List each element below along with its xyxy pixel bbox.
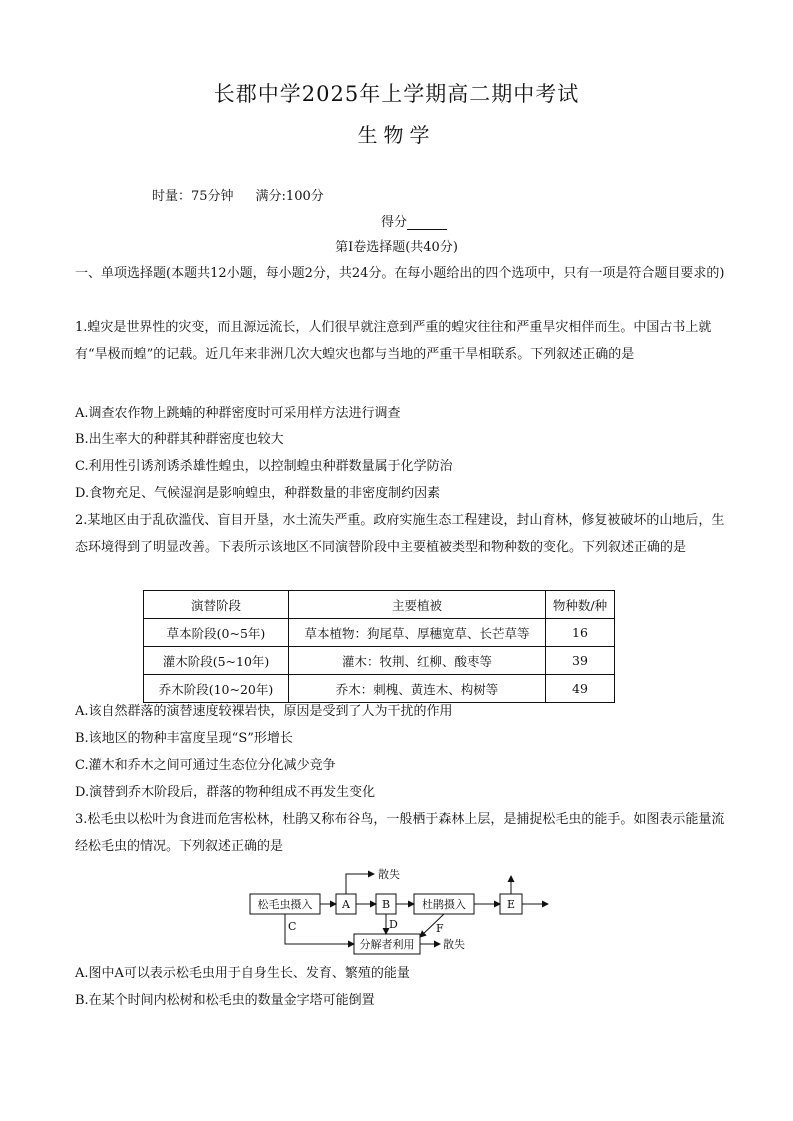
q1-option-b: B.出生率大的种群其种群密度也较大 bbox=[75, 432, 284, 447]
full-score: 满分:100分 bbox=[255, 189, 324, 204]
table-row bbox=[144, 619, 615, 647]
edge-label-c: C bbox=[288, 920, 297, 933]
node-a-label: A bbox=[342, 898, 350, 911]
q2-option-a: A.该自然群落的演替速度较裸岩快，原因是受到了人为干扰的作用 bbox=[75, 704, 453, 719]
q3-stem: 3.松毛虫以松叶为食进而危害松林，杜鹃又称布谷鸟，一般栖于森林上层，是捕捉松毛虫的能手。如图表示能量流经松毛虫的情况。下列叙述正确的是 bbox=[75, 812, 725, 854]
edge-label-d: D bbox=[389, 918, 398, 931]
score-label: 得分 bbox=[381, 215, 408, 230]
loss-label-2: 散失 bbox=[443, 938, 465, 951]
table-cell: 乔木阶段(10~20年) bbox=[144, 675, 289, 703]
q2-option-c: C.灌木和乔木之间可通过生态位分化减少竞争 bbox=[75, 758, 336, 773]
table-cell: 16 bbox=[546, 619, 615, 647]
q2-stem: 2.某地区由于乱砍滥伐、盲目开垦，水土流失严重。政府实施生态工程建设，封山育林，修复被破坏的山地后，生态环境得到了明显改善。下表所示该地区不同演替阶段中主要植被类型和物种数的变化。下列叙述正确的是 bbox=[75, 513, 725, 555]
q1-option-d: D.食物充足、气候湿润是影响蝗虫，种群数量的非密度制约因素 bbox=[75, 486, 441, 501]
table-cell: 乔木：刺槐、黄连木、构树等 bbox=[289, 675, 546, 703]
table-header-cell: 物种数/种 bbox=[546, 591, 615, 619]
loss-label-1: 散失 bbox=[378, 868, 400, 881]
table-cell: 草本阶段(0~5年) bbox=[144, 619, 289, 647]
node-cuckoo-label: 杜鹃摄入 bbox=[422, 898, 466, 911]
table-row bbox=[144, 675, 615, 703]
q3-option-a: A.图中A可以表示松毛虫用于自身生长、发育、繁殖的能量 bbox=[75, 966, 410, 981]
node-decomposer-label: 分解者利用 bbox=[359, 938, 415, 951]
succession-table bbox=[143, 590, 615, 703]
energy-flow-diagram bbox=[246, 862, 556, 957]
table-cell: 草本植物：狗尾草、厚穗宽草、长芒草等 bbox=[289, 619, 546, 647]
node-b-label: B bbox=[381, 898, 391, 911]
part1-instructions: 一、单项选择题(本题共12小题，每小题2分，共24分。在每小题给出的四个选项中，只有一项是符合题目要求的) bbox=[75, 266, 725, 281]
node-intake-label: 松毛虫摄入 bbox=[257, 898, 313, 911]
q3-option-b: B.在某个时间内松树和松毛虫的数量金字塔可能倒置 bbox=[75, 993, 375, 1008]
score-field bbox=[381, 211, 447, 230]
table-cell: 灌木阶段(5~10年) bbox=[144, 647, 289, 675]
q1-stem: 1.蝗灾是世界性的灾变，而且源远流长，人们很早就注意到严重的蝗灾往往和严重旱灾相伴而生。中国古书上就有“旱极而蝗”的记载。近几年来非洲几次大蝗灾也都与当地的严重干旱相联系。下列叙述正确的是 bbox=[75, 320, 712, 362]
q2-option-b: B.该地区的物种丰富度呈现“S”形增长 bbox=[75, 731, 293, 746]
q1-option-c: C.利用性引诱剂诱杀雄性蝗虫，以控制蝗虫种群数量属于化学防治 bbox=[75, 459, 453, 474]
q2-option-d: D.演替到乔木阶段后，群落的物种组成不再发生变化 bbox=[75, 785, 376, 800]
exam-meta bbox=[152, 185, 324, 204]
table-cell: 49 bbox=[546, 675, 615, 703]
table-cell: 灌木：牧荆、红柳、酸枣等 bbox=[289, 647, 546, 675]
table-row bbox=[144, 647, 615, 675]
section-heading: 第Ⅰ卷选择题(共40分) bbox=[335, 240, 458, 255]
exam-title: 长郡中学2025年上学期高二期中考试 bbox=[213, 82, 580, 106]
table-header-cell: 主要植被 bbox=[289, 591, 546, 619]
time-limit: 时量：75分钟 bbox=[152, 189, 234, 204]
table-header-row bbox=[144, 591, 615, 619]
edge-label-f: F bbox=[436, 922, 444, 935]
score-blank bbox=[407, 217, 447, 230]
table-cell: 39 bbox=[546, 647, 615, 675]
q1-option-a: A.调查农作物上跳蝻的种群密度时可采用样方法进行调查 bbox=[75, 406, 401, 421]
table-header-cell: 演替阶段 bbox=[144, 591, 289, 619]
node-e-label: E bbox=[506, 898, 516, 911]
subject-title: 生物学 bbox=[357, 123, 436, 147]
